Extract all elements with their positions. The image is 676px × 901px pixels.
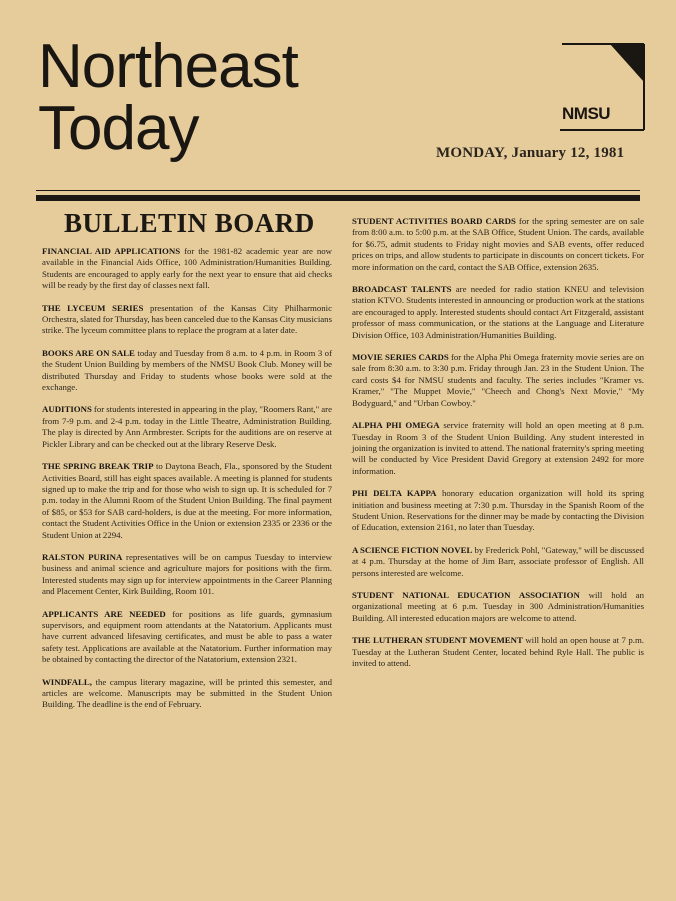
bulletin-item-body: for the 1981-82 academic year are now available in the Financial Aids Office, 100 Administration/Humanities Building. Students are encouraged to apply early for the next year to ensure that aid checks will be ready by the first day of classes next fall. <box>42 246 333 291</box>
bulletin-item-heading: BOOKS ARE ON SALE <box>42 347 135 358</box>
bulletin-item <box>42 348 332 394</box>
bulletin-item <box>42 552 332 598</box>
bulletin-item-heading: STUDENT NATIONAL EDUCATION ASSOCIATION <box>352 589 580 600</box>
masthead-title-line2: Today <box>38 94 199 163</box>
bulletin-item-body: for positions as life guards, gymnasium supervisors, and equipment room attendants at the Natatorium. Applicants must have current advanced lifesaving certificates, and must be able to pass a water safety test. Applications are available at the Natatorium. Further information may be obtained by contacting the director of the Natatorium, extension 2321. <box>42 608 332 665</box>
bulletin-item-body: to Daytona Beach, Fla., sponsored by the Student Activities Board, still has eight spaces available. A meeting is planned for students signed up to make the trip and for those who wish to sign up. It is scheduled for 7 p.m. today in the Alumni Room of the Student Union Building. The final payment of $85, or $53 for SAB card-holders, is due at the meeting. For more information, contact the Student Activities Office in the Union or extension 2335 or 2336 or the Student Union at 2294. <box>42 461 332 540</box>
bulletin-item-heading: WINDFALL, <box>42 676 92 687</box>
bulletin-item <box>352 545 644 579</box>
bulletin-item <box>352 352 644 409</box>
bulletin-item-heading: BROADCAST TALENTS <box>352 284 452 295</box>
bulletin-item <box>42 461 332 541</box>
issue-date: MONDAY, January 12, 1981 <box>436 145 625 161</box>
bulletin-item-heading: MOVIE SERIES CARDS <box>352 352 449 363</box>
masthead-rule-top <box>36 190 640 191</box>
masthead-title <box>38 32 298 163</box>
bulletin-item-body: today and Tuesday from 8 a.m. to 4 p.m. in Room 3 of the Student Union Building by members of the NMSU Book Club. Money will be distributed Thursday and Friday to students whose books were sold at the exchange. <box>42 347 333 393</box>
bulletin-item-body: the campus literary magazine, will be printed this semester, and articles are welcome. Manuscripts may be submitted in the Student Union Building. The deadline is the end of February. <box>42 676 332 710</box>
bulletin-item <box>42 246 332 292</box>
bulletin-item-heading: FINANCIAL AID APPLICATIONS <box>42 246 181 256</box>
bulletin-item-heading: RALSTON PURINA <box>42 551 123 562</box>
bulletin-item-body: honorary education organization will hold its spring initiation and business meeting at 7:30 p.m. Thursday in the Spanish Room of the Student Union. Reservations for the dinner may be made by contacting the Division of Education, extension 2161, no later than Tuesday. <box>352 488 644 533</box>
bulletin-item-body: will hold an organizational meeting at 6 p.m. Tuesday in 300 Administration/Humanities Building. All interested education majors are welcome to attend. <box>352 589 644 623</box>
bulletin-item-heading: THE LYCEUM SERIES <box>42 302 144 313</box>
bulletin-item <box>352 284 644 341</box>
bulletin-item-body: presentation of the Kansas City Philharmonic Orchestra, slated for Thursday, has been canceled due to the Kansas City musicians strike. The lyceum committee plans to replace the program at a later date. <box>42 302 332 336</box>
bulletin-item-body: are needed for radio station KNEU and television station KTVO. Students interested in announcing or production work at the stations are encouraged to apply. Interested students should contact Art Fitzgerald, assistant professor of mass communication, or the stations at the Language and Literature Division Office, 103 Administration/Humanities Building. <box>352 284 644 340</box>
bulletin-item-heading: ALPHA PHI OMEGA <box>352 420 440 431</box>
bulletin-item <box>42 677 332 711</box>
masthead-title-line1: Northeast <box>38 32 298 101</box>
bulletin-item-heading: STUDENT ACTIVITIES BOARD CARDS <box>352 216 516 226</box>
bulletin-item-heading: A SCIENCE FICTION NOVEL <box>352 544 473 555</box>
bulletin-item-heading: PHI DELTA KAPPA <box>352 488 437 499</box>
masthead-rule-thick <box>36 195 640 201</box>
bulletin-item-heading: THE SPRING BREAK TRIP <box>42 461 154 472</box>
bulletin-item <box>352 216 644 273</box>
bulletin-item-body: for the Alpha Phi Omega fraternity movie series are on sale from 8:30 a.m. to 3:30 p.m. Friday through Jan. 23 in the Student Union. The card costs $4 for NMSU students and faculty. The series includes "Kramer vs. Kramer," "The Muppet Movie," "Cheech and Chong's Next Movie," "My Bodyguard," and "Urban Cowboy." <box>352 352 644 408</box>
logo-text: NMSU <box>562 104 611 123</box>
bulletin-item <box>352 488 644 534</box>
bulletin-item-heading: THE LUTHERAN STUDENT MOVEMENT <box>352 635 523 646</box>
bulletin-item <box>42 609 332 666</box>
bulletin-item-body: will hold an open house at 7 p.m. Tuesday at the Lutheran Student Center, located behind Ryle Hall. The public is invited to attend. <box>352 635 644 668</box>
left-column <box>42 246 332 722</box>
bulletin-item <box>42 303 332 337</box>
bulletin-item <box>352 590 644 624</box>
bulletin-item <box>42 404 332 450</box>
bulletin-item-body: for students interested in appearing in the play, "Roomers Rant," are from 7-9 p.m. and 2-4 p.m. today in the Little Theatre, Administration Building. The play is directed by Ann Armbrester. Scripts for the auditions are on reserve at Pickler Library and can be checked out at the library Reserve Desk. <box>42 404 332 449</box>
bulletin-item-body: by Frederick Pohl, "Gateway," will be discussed at 4 p.m. Thursday at the home of Jim Barr, associate professor of English. All persons interested are welcome. <box>352 544 644 578</box>
bulletin-item-heading: AUDITIONS <box>42 404 92 415</box>
section-title: BULLETIN BOARD <box>64 208 315 238</box>
bulletin-item-body: for the spring semester are on sale from 8:00 a.m. to 5:00 p.m. at the SAB Office, Student Union. The cards, available for $6.75, admit students to Friday night movies and SAB events, offer reduced prices on trips, and allow students to participate in discounts on concert tickets. For more information on the card, contact the SAB Office, extension 2635. <box>352 216 644 272</box>
bulletin-item <box>352 420 644 477</box>
bulletin-item-body: service fraternity will hold an open meeting at 8 p.m. Tuesday in Room 3 of the Student Union Building. Any student interested in joining the organization is invited to attend. The national fraternity's spring meeting will be conducted by Vice President David Gregory at extension 2492 for more information. <box>352 420 644 476</box>
bulletin-item-body: representatives will be on campus Tuesday to interview business and animal science and agriculture majors for positions with the firm. Interested students may sign up for interview appointments in the Career Planning and Placement Center, Kirk Building, Room 101. <box>42 551 332 597</box>
right-column <box>352 216 644 680</box>
bulletin-item-heading: APPLICANTS ARE NEEDED <box>42 608 166 619</box>
nmsu-logo <box>560 42 646 132</box>
bulletin-item <box>352 635 644 669</box>
